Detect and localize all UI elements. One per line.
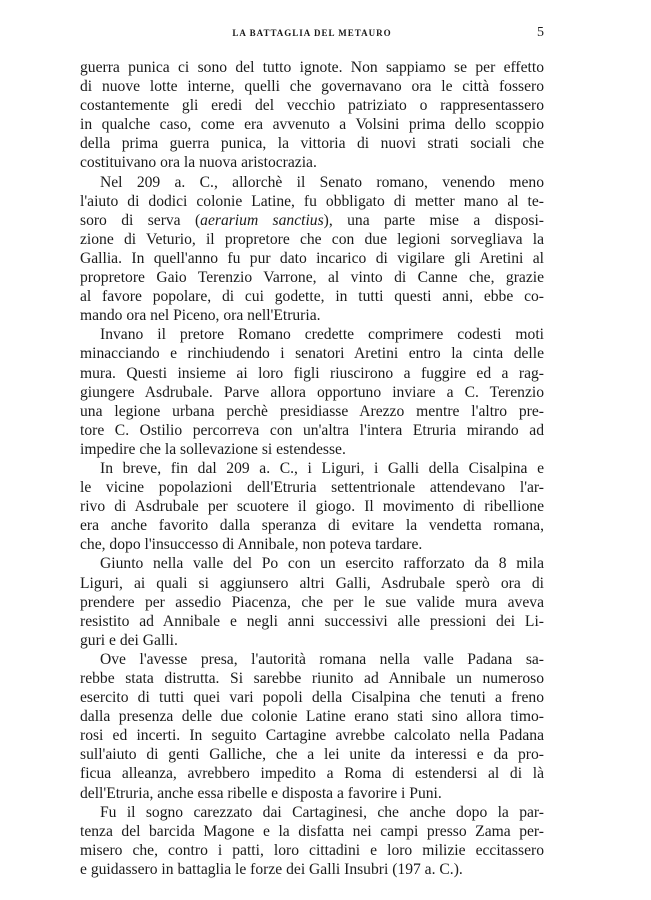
text-line: giungere Asdrubale. Parve allora opportuno inviare a C. Terenzio bbox=[80, 383, 544, 401]
text-line: prendere per assedio Piacenza, che per le sue valide mura aveva bbox=[80, 593, 544, 611]
text-line: della prima guerra punica, la vittoria di nuovi strati sociali che bbox=[80, 135, 544, 153]
paragraph bbox=[80, 650, 544, 803]
text-fragment: soro di serva ( bbox=[80, 211, 201, 229]
paragraph bbox=[80, 459, 544, 554]
text-line: Liguri, ai quali si aggiunsero altri Galli, Asdrubale sperò ora di bbox=[80, 574, 544, 592]
text-line: Giunto nella valle del Po con un esercito rafforzato da 8 mila bbox=[100, 555, 544, 573]
text-line: Invano il pretore Romano credette comprimere codesti moti bbox=[100, 326, 544, 344]
paragraph bbox=[80, 325, 544, 459]
text-line: tore C. Ostilio percorreva con un'altra l'intera Etruria mirando ad bbox=[80, 421, 544, 439]
text-line: dalla presenza delle due colonie Latine erano stati sino allora timo- bbox=[80, 708, 544, 726]
text-line: rosi ed incerti. In seguito Cartagine avrebbe calcolato nella Padana bbox=[80, 727, 544, 745]
text-line: guri e dei Galli. bbox=[80, 631, 178, 649]
text-line: misero che, contro i patti, loro cittadini e loro milizie eccitassero bbox=[80, 841, 544, 859]
paragraph bbox=[80, 173, 544, 326]
text-line: e guidassero in battaglia le forze dei Galli Insubri (197 a. C.). bbox=[80, 860, 463, 878]
text-line: le vicine popolazioni dell'Etruria settentrionale attendevano l'ar- bbox=[80, 479, 544, 497]
text-line: minacciando e rinchiudendo i senatori Aretini entro la cinta delle bbox=[80, 345, 544, 363]
paragraph bbox=[80, 803, 544, 879]
page-number: 5 bbox=[537, 25, 544, 40]
text-line: propretore Gaio Terenzio Varrone, al vinto di Canne che, grazie bbox=[80, 269, 544, 287]
text-line: mando ora nel Piceno, ora nell'Etruria. bbox=[80, 307, 321, 325]
text-line: l'aiuto di dodici colonie Latine, fu obbligato di metter mano al te- bbox=[80, 192, 544, 210]
text-line: guerra punica ci sono del tutto ignote. Non sappiamo se per effetto bbox=[80, 59, 544, 76]
paragraph bbox=[80, 554, 544, 649]
paragraph bbox=[80, 58, 544, 173]
text-line: dell'Etruria, anche essa ribelle e disposta a favorire i Puni. bbox=[80, 784, 442, 802]
running-title: LA BATTAGLIA DEL METAURO bbox=[232, 28, 392, 38]
text-line: rebbe stata distrutta. Si sarebbe riunito ad Annibale un numeroso bbox=[80, 670, 544, 687]
text-line: Gallia. In quell'anno fu pur dato incarico di vigilare gli Aretini al bbox=[80, 249, 544, 267]
text-line bbox=[80, 211, 544, 230]
text-line: una legione urbana perchè presidiasse Arezzo mentre l'altro pre- bbox=[80, 402, 544, 420]
text-line: zione di Veturio, il propretore che con due legioni sorvegliava la bbox=[80, 230, 544, 248]
text-line: costantemente gli eredi del vecchio patriziato o rappresentassero bbox=[80, 97, 544, 115]
text-line: mura. Questi insieme ai loro figli riuscirono a fuggire ed a rag- bbox=[80, 364, 544, 382]
latin-term: aerarium sanctius bbox=[200, 211, 324, 229]
text-line: impedire che la sollevazione si estendesse. bbox=[80, 440, 346, 458]
text-line: In breve, fin dal 209 a. C., i Liguri, i Galli della Cisalpina e bbox=[100, 459, 544, 477]
text-fragment: ), una parte mise a disposi- bbox=[323, 211, 544, 229]
running-head bbox=[80, 25, 544, 44]
text-line: in qualche caso, come era avvenuto a Volsini prima dello scoppio bbox=[80, 116, 544, 134]
text-line: costituivano ora la nuova aristocrazia. bbox=[80, 154, 317, 172]
text-line: rivo di Asdrubale per scuotere il giogo. Il movimento di ribellione bbox=[80, 498, 544, 516]
text-line: era anche favorito dalla speranza di evitare la vendetta romana, bbox=[80, 517, 544, 535]
text-line: sull'aiuto di genti Galliche, che a lei unite da interessi e da pro- bbox=[80, 746, 544, 764]
text-line: al favore popolare, di cui godette, in tutti questi anni, ebbe co- bbox=[80, 288, 544, 306]
text-line: Fu il sogno carezzato dai Cartaginesi, che anche dopo la par- bbox=[100, 803, 544, 821]
text-line: esercito di tutti quei vari popoli della Cisalpina che tenuti a freno bbox=[80, 689, 544, 707]
text-line: di nuove lotte interne, quelli che governavano ora le città fossero bbox=[80, 78, 544, 96]
text-line: ficua alleanza, avrebbero impedito a Roma di estendersi al di là bbox=[80, 765, 544, 783]
body-text bbox=[80, 58, 544, 879]
text-line: che, dopo l'insuccesso di Annibale, non poteva tardare. bbox=[80, 536, 423, 554]
text-line: resistito ad Annibale e negli anni successivi alle pressioni dei Li- bbox=[80, 612, 544, 630]
text-line: Nel 209 a. C., allorchè il Senato romano, venendo meno bbox=[100, 173, 544, 191]
text-line: Ove l'avesse presa, l'autorità romana nella valle Padana sa- bbox=[100, 650, 544, 668]
text-line: tenza del barcida Magone e la disfatta nei campi presso Zama per- bbox=[80, 822, 544, 840]
